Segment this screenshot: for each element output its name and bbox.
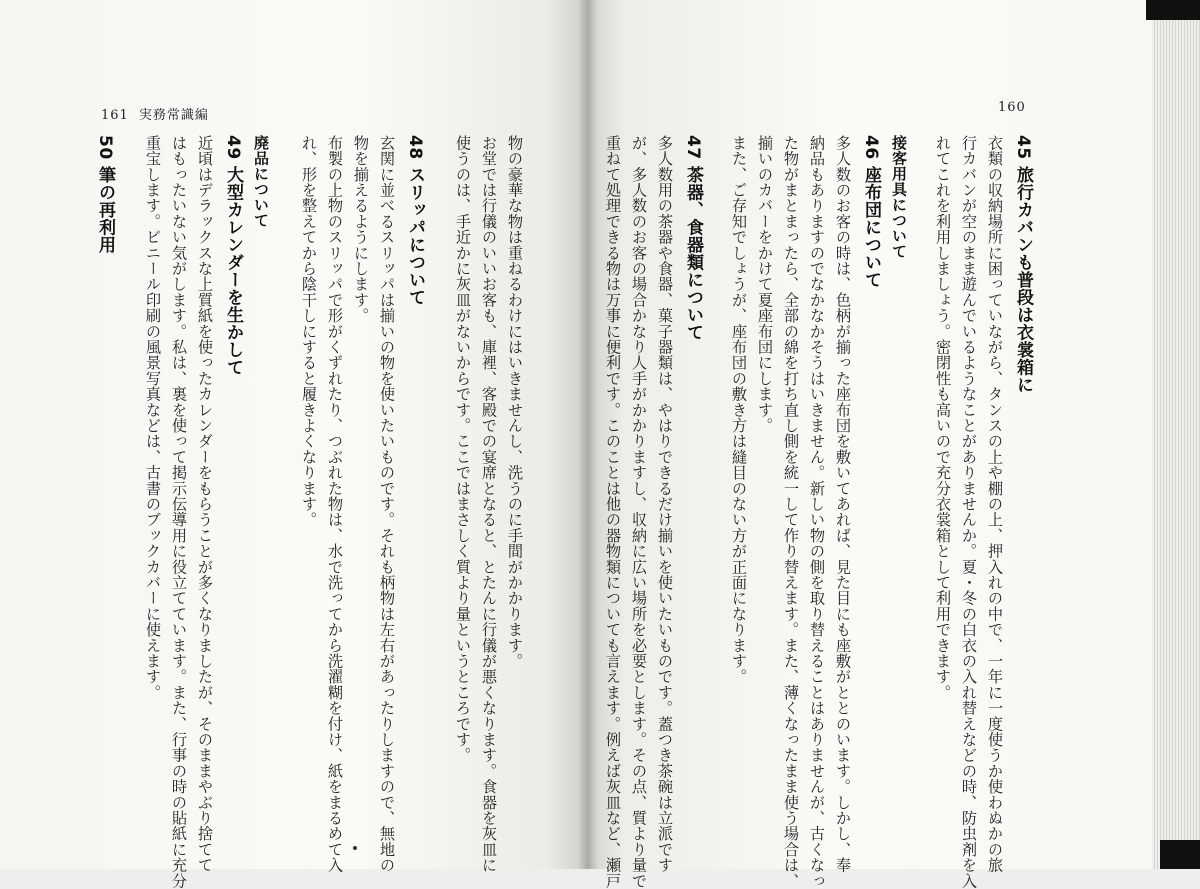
text-column: れてこれを利用しましょう。密閉性も高いので充分衣裳箱として利用できます。 [934, 135, 952, 701]
text-column: 布製の上物のスリッパで形がくずれたり、つぶれた物は、水で洗ってから洗濯糊を付け、紙をまるめて入 [326, 135, 344, 873]
text-column: 多人数のお客の時は、色柄が揃った座布団を敷いてあれば、見た目にも座敷がととのいます。しかし、奉 [834, 135, 852, 873]
right-page [588, 0, 1200, 869]
section-heading-reception: 接客用具について [890, 135, 908, 259]
text-column: 揃いのカバーをかけて夏座布団にします。 [756, 135, 774, 434]
text-column: れ、形を整えてから陰干しにすると履きよくなります。 [300, 135, 318, 528]
section-heading-waste: 廃品について [252, 135, 270, 228]
heading-48: 48 スリッパについて [405, 135, 425, 307]
text-column: 物の豪華な物は重ねるわけにはいきませんし、洗うのに手間がかかります。 [506, 135, 524, 669]
text-column: 玄関に並べるスリッパは揃いの物を使いたいものです。それも柄物は左右があったりしますので、無地の [378, 135, 396, 873]
text-column: 使うのは、手近かに灰皿がないからです。ここではまさしく質より量というところです。 [454, 135, 472, 763]
book-gutter [578, 0, 598, 869]
page-stack-edge [1152, 0, 1200, 869]
right-folio: 160 [998, 100, 1026, 115]
text-column: 重ねて処理できる物は万事に便利です。このことは他の器物類についても言えます。例えば灰皿など、瀬戸 [604, 135, 622, 889]
heading-45: 45 旅行カバンも普段は衣裳箱に [1013, 135, 1033, 394]
dark-corner-top [1146, 0, 1200, 20]
left-folio: 161 [101, 108, 129, 123]
heading-47: 47 茶器、食器類について [683, 135, 703, 342]
dark-corner-bottom [1160, 840, 1200, 869]
text-column: 衣類の収納場所に困っていながら、タンスの上や棚の上、押入れの中で、一年に一度使うか使わぬかの旅 [986, 135, 1004, 873]
text-column: 行カバンが空のまま遊んでいるようなことがありませんか。夏・冬の白衣の入れ替えなどの時、防虫剤を入 [960, 135, 978, 889]
text-column: 近頃はデラックスな上質紙を使ったカレンダーをもらうことが多くなりましたが、そのままやぶり捨てて [196, 135, 214, 873]
page-mark [353, 846, 357, 850]
heading-46: 46 座布団について [861, 135, 881, 289]
text-column: お堂では行儀のいいお客も、庫裡、客殿での宴席となると、とたんに行儀が悪くなります。食器を灰皿に [480, 135, 498, 873]
running-title: 実務常識編 [138, 108, 209, 123]
text-column: はもったいない気がします。私は、裏を使って掲示伝導用に役立てています。また、行事の時の貼紙に充分 [170, 135, 188, 889]
text-column: た物がまとまったら、全部の綿を打ち直し側を統一して作り替えます。また、薄くなったまま使う場合は、 [782, 135, 800, 889]
heading-50: 50 筆の再利用 [95, 135, 115, 254]
text-column: が、多人数のお客の場合かなり人手がかかりますし、収納に広い場所を必要とします。その点、質より量で [630, 135, 648, 889]
text-column: 納品もありますのでなかなかそうはいきません。新しい物の側を取り替えることはありませんが、古くなっ [808, 135, 826, 889]
heading-49: 49 大型カレンダーを生かして [223, 135, 243, 377]
text-column: また、ご存知でしょうが、座布団の敷き方は縫目のない方が正面になります。 [730, 135, 748, 685]
text-column: 多人数用の茶器や食器、菓子器類は、やはりできるだけ揃いを使いたいものです。蓋つき茶碗は立派です [656, 135, 674, 873]
left-running-head [101, 104, 209, 123]
text-column: 物を揃えるようにします。 [352, 135, 370, 324]
text-column: 重宝します。ビニール印刷の風景写真などは、古書のブックカバーに使えます。 [144, 135, 162, 701]
